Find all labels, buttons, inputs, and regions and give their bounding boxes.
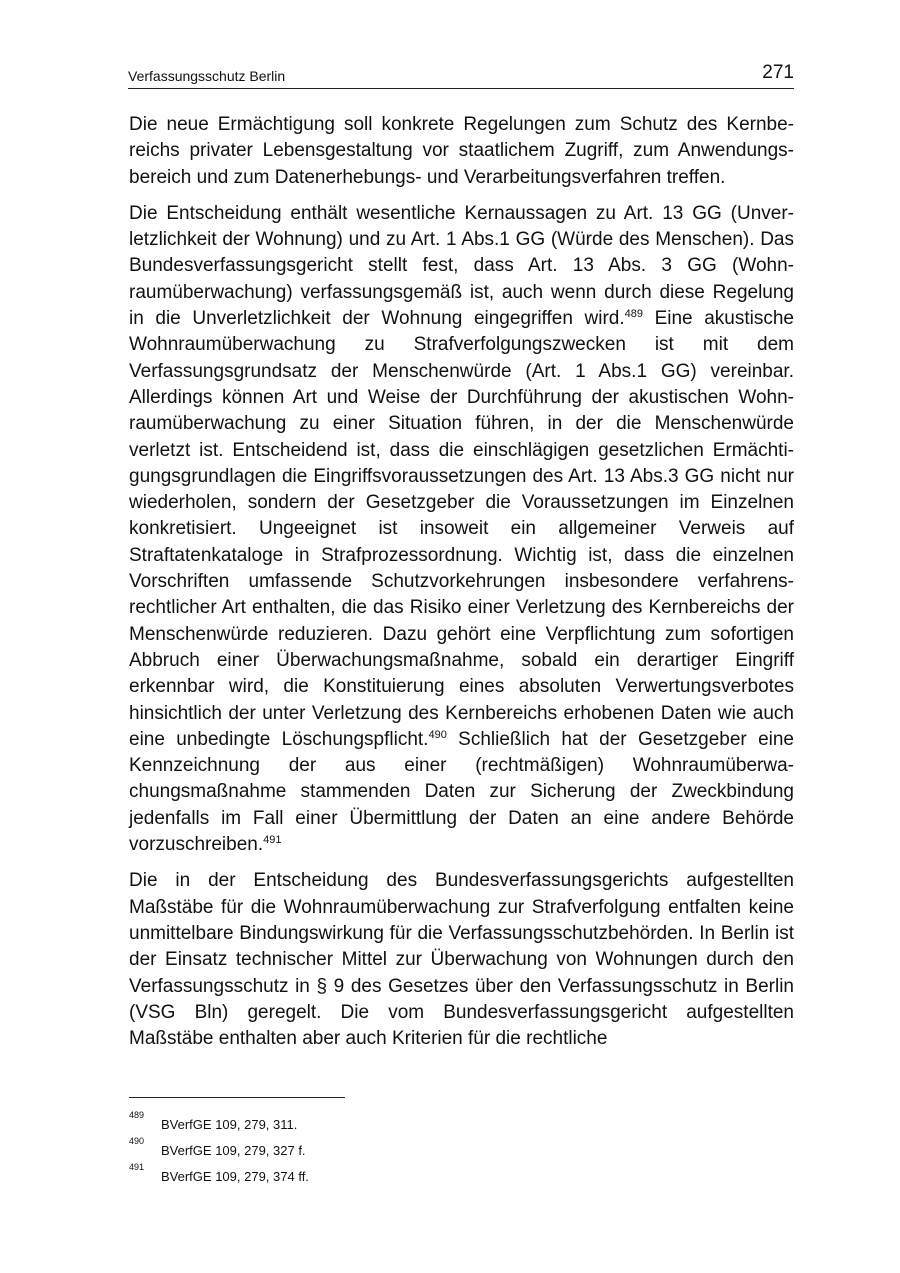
footnote-text: BVerfGE 109, 279, 327 f. xyxy=(161,1143,306,1158)
body-text xyxy=(129,112,794,1062)
footnote-text: BVerfGE 109, 279, 374 ff. xyxy=(161,1169,309,1184)
paragraph-1 xyxy=(129,112,794,191)
paragraph-2-part-c: Schließlich hat der Gesetzgeber eine Kennzeichnung der aus einer (rechtmäßigen) Wohnraumüberwachungsmaßnahme stammenden Daten zur Sicherung der Zweckbindung jedenfalls im Fall einer Übermittlung der Daten an eine andere Behörde vorzuschreiben. xyxy=(129,728,794,856)
header-title: Verfassungsschutz Berlin xyxy=(128,68,286,84)
running-header xyxy=(128,62,794,89)
footnote-489 xyxy=(129,1110,794,1139)
paragraph-2-part-b: Eine akustische Wohnraumüberwachung zu Strafverfolgungszwecken ist mit dem Verfassungsgrundsatz der Menschenwürde (Art. 1 Abs.1 GG) vereinbar. Allerdings können Art und Weise der Durchführung der akustischen Wohnraumüberwachung zu einer Situation führen, in der die Menschenwürde verletzt ist. Entscheidend ist, dass die einschlägigen gesetzlichen Ermächtigungsgrundlagen die Eingriffsvoraussetzungen des Art. 13 Abs.3 GG nicht nur wiederholen, sondern der Gesetzgeber die Voraussetzungen im Einzelnen konkretisiert. Ungeeignet ist insoweit ein allgemeiner Verweis auf Straftatenkataloge in Strafprozessordnung. Wichtig ist, dass die einzelnen Vorschriften umfassende Schutzvorkehrungen insbesondere verfahrensrechtlicher Art enthalten, die das Risiko einer Verletzung des Kernbereichs der Menschenwürde reduzieren. Dazu gehört eine Verpflichtung zum sofortigen Abbruch einer Überwachungsmaßnahme, sobald ein derartiger Eingriff erkennbar wird, die Konstituierung eines absoluten Verwertungsverbotes hinsichtlich der unter Verletzung des Kernbereichs erhobenen Daten wie auch eine unbedingte Löschungspflicht. xyxy=(129,308,794,750)
footnote-491 xyxy=(129,1162,794,1191)
paragraph-1-text: Die neue Ermächtigung soll konkrete Regelungen zum Schutz des Kernbereichs privater Lebensgestaltung vor staatlichem Zugriff, zum Anwendungsbereich und zum Datenerhebungs- und Verarbeitungsverfahren treffen. xyxy=(129,114,794,188)
footnote-number: 489 xyxy=(129,1110,145,1120)
page-number: 271 xyxy=(762,62,794,83)
paragraph-3-text: Die in der Entscheidung des Bundesverfassungsgerichts aufgestellten Maßstäbe für die Wohnraumüberwachung zur Strafverfolgung entfalten keine unmittelbare Bindungswirkung für die Verfassungsschutzbehörden. In Berlin ist der Einsatz technischer Mittel zur Überwachung von Wohnungen durch den Verfassungsschutz in § 9 des Gesetzes über den Verfassungsschutz in Berlin (VSG Bln) geregelt. Die vom Bundesverfassungsgericht aufgestellten Maßstäbe enthalten aber auch Kriterien für die rechtliche xyxy=(129,870,794,1050)
footnote-separator xyxy=(129,1097,345,1098)
paragraph-2 xyxy=(129,201,794,858)
paragraph-3 xyxy=(129,868,794,1052)
footnote-number: 490 xyxy=(129,1136,145,1146)
footnote-ref-490: 490 xyxy=(428,728,447,741)
footnote-ref-489: 489 xyxy=(624,308,643,321)
footnote-number: 491 xyxy=(129,1162,145,1172)
footnote-text: BVerfGE 109, 279, 311. xyxy=(161,1117,298,1132)
footnotes xyxy=(129,1110,794,1191)
footnote-490 xyxy=(129,1136,794,1165)
footnote-ref-491: 491 xyxy=(263,834,282,847)
paragraph-2-part-a: Die Entscheidung enthält wesentliche Kernaussagen zu Art. 13 GG (Unverletzlichkeit der Wohnung) und zu Art. 1 Abs.1 GG (Würde des Menschen). Das Bundesverfassungsgericht stellt fest, dass Art. 13 Abs. 3 GG (Wohnraumüberwachung) verfassungsgemäß ist, auch wenn durch diese Regelung in die Unverletzlichkeit der Wohnung eingegriffen wird. xyxy=(129,202,794,330)
